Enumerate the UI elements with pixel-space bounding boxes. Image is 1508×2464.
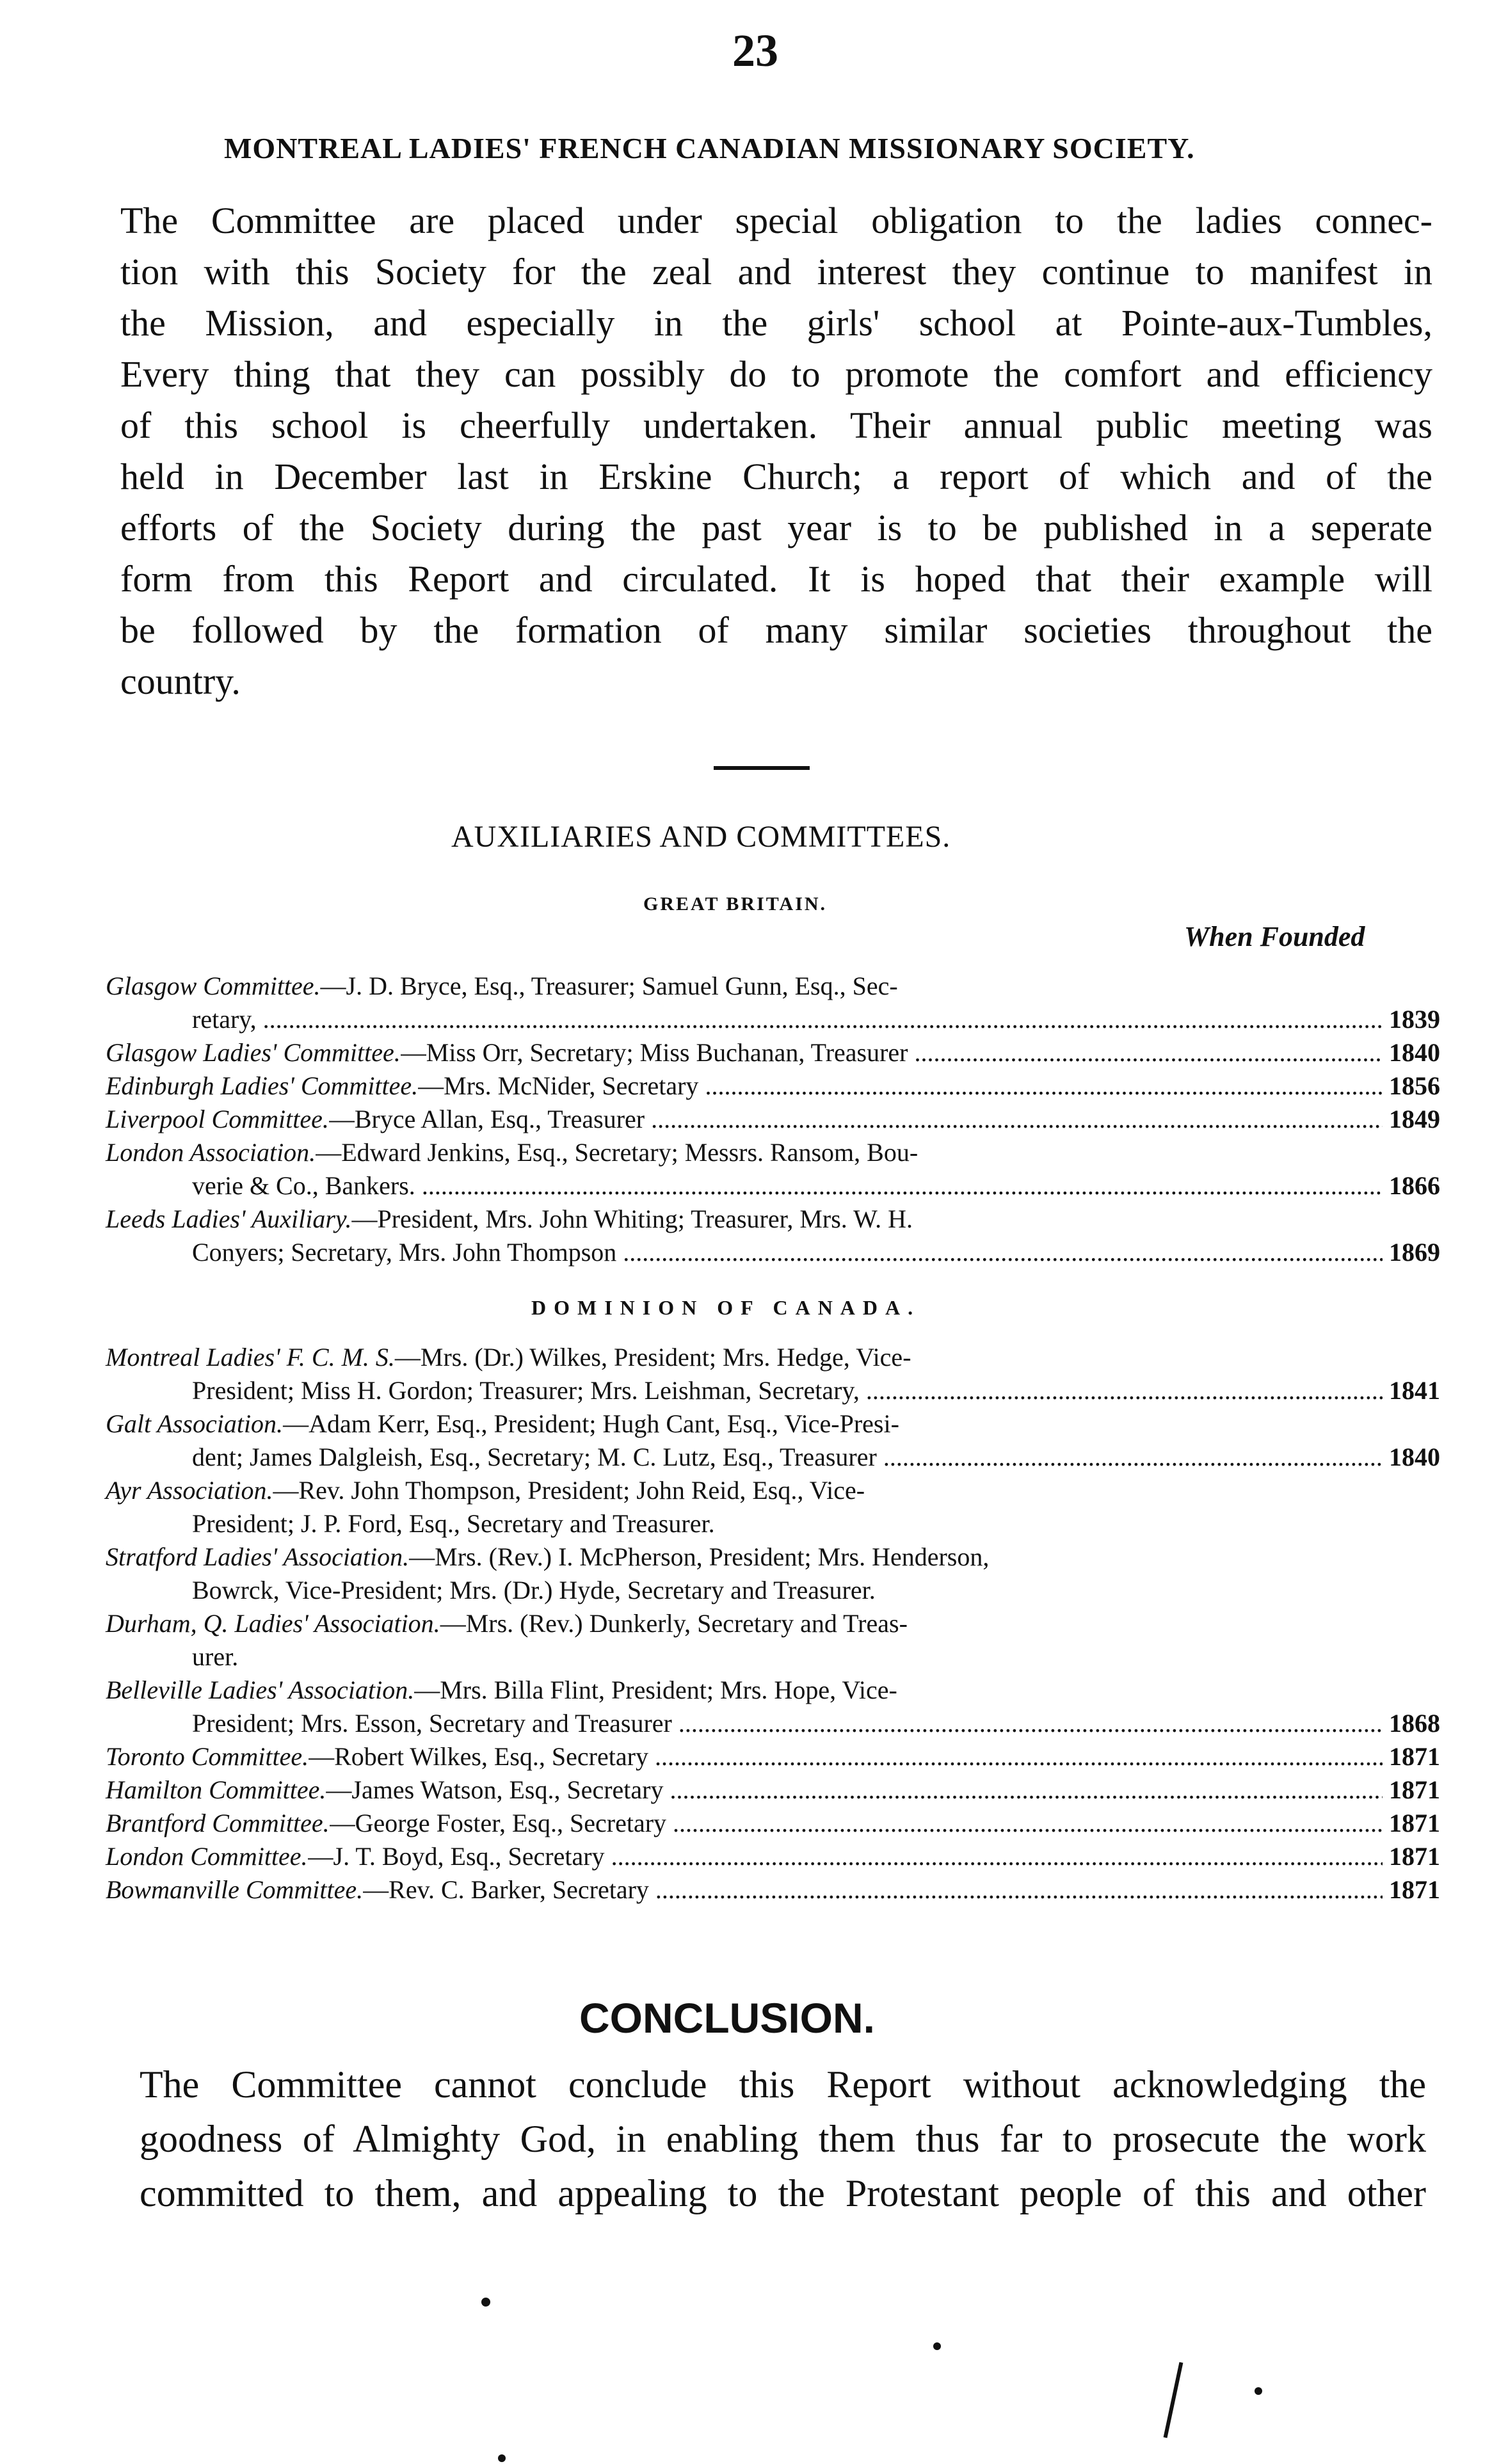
- paragraph-line: tion with this Society for the zeal and interest they continue to manifest in: [120, 251, 1432, 292]
- conclusion-heading: CONCLUSION.: [579, 1994, 875, 2042]
- founded-year: 1871: [1389, 1775, 1440, 1804]
- founded-year: 1840: [1389, 1443, 1440, 1471]
- entry-text: —Miss Orr, Secretary; Miss Buchanan, Treasurer .....: [401, 1036, 1383, 1069]
- founded-year: 1866: [1389, 1171, 1440, 1200]
- paragraph-line: The Committee cannot conclude this Report without acknowledging the: [140, 2063, 1426, 2106]
- founded-year: 1849: [1389, 1105, 1440, 1133]
- organization-name: Hamilton Committee.: [106, 1775, 326, 1804]
- list-item: [106, 1540, 1440, 1574]
- entry-text: —Edward Jenkins, Esq., Secretary; Messrs. Ransom, Bou-: [316, 1138, 918, 1167]
- entry-text: —Mrs. McNider, Secretary .....: [418, 1069, 1383, 1103]
- section-divider: [714, 766, 810, 770]
- list-item-continuation: [106, 1507, 1440, 1540]
- entry-text: President; Miss H. Gordon; Treasurer; Mrs. Leishman, Secretary, .....: [192, 1374, 1383, 1407]
- list-item: [106, 1773, 1440, 1807]
- great-britain-list: [106, 970, 1440, 1269]
- founded-year: 1871: [1389, 1809, 1440, 1837]
- organization-name: Bowmanville Committee.: [106, 1875, 364, 1904]
- scan-stroke: [1164, 2362, 1183, 2438]
- auxiliaries-heading: AUXILIARIES AND COMMITTEES.: [451, 820, 951, 854]
- founded-year: 1856: [1389, 1071, 1440, 1100]
- scan-speck: [1255, 2387, 1262, 2395]
- founded-year: 1871: [1389, 1842, 1440, 1871]
- entry-text: —Rev. C. Barker, Secretary .....: [363, 1873, 1383, 1907]
- organization-name: London Committee.: [106, 1842, 308, 1871]
- organization-name: Edinburgh Ladies' Committee.: [106, 1071, 419, 1100]
- list-item-continuation: [106, 1236, 1440, 1269]
- list-item-continuation: [106, 1640, 1440, 1674]
- entry-text: urer.: [192, 1642, 239, 1671]
- scan-speck: [933, 2342, 941, 2350]
- founded-year: 1868: [1389, 1709, 1440, 1738]
- entry-text: —Rev. John Thompson, President; John Reid, Esq., Vice-: [273, 1476, 865, 1505]
- entry-text: —Mrs. Billa Flint, President; Mrs. Hope, Vice-: [414, 1676, 897, 1704]
- organization-name: Glasgow Committee.: [106, 972, 321, 1000]
- list-item: [106, 1807, 1440, 1840]
- list-item: [106, 1407, 1440, 1441]
- entry-text: —President, Mrs. John Whiting; Treasurer, Mrs. W. H.: [351, 1204, 913, 1233]
- paragraph-line: goodness of Almighty God, in enabling them thus far to prosecute the work: [140, 2118, 1426, 2160]
- list-item-continuation: [106, 1707, 1440, 1740]
- list-item-continuation: [106, 1003, 1440, 1036]
- founded-year: 1871: [1389, 1875, 1440, 1904]
- founded-year: 1869: [1389, 1238, 1440, 1267]
- paragraph-line: of this school is cheerfully undertaken. Their annual public meeting was: [120, 404, 1432, 446]
- entry-text: —Mrs. (Rev.) I. McPherson, President; Mrs. Henderson,: [409, 1542, 990, 1571]
- list-item: [106, 1474, 1440, 1507]
- list-item: [106, 1873, 1440, 1907]
- organization-name: Stratford Ladies' Association.: [106, 1542, 410, 1571]
- entry-text: —Robert Wilkes, Esq., Secretary .....: [309, 1740, 1383, 1773]
- founded-year: 1840: [1389, 1038, 1440, 1067]
- entry-text: Conyers; Secretary, Mrs. John Thompson .....: [192, 1236, 1383, 1269]
- list-item: [106, 1607, 1440, 1640]
- list-item: [106, 970, 1440, 1003]
- list-item: [106, 1341, 1440, 1374]
- entry-text: —J. D. Bryce, Esq., Treasurer; Samuel Gunn, Esq., Sec-: [320, 972, 898, 1000]
- intro-paragraph: [120, 195, 1432, 707]
- paragraph-line: held in December last in Erskine Church; a report of which and of the: [120, 456, 1432, 497]
- list-item-continuation: [106, 1169, 1440, 1203]
- dominion-of-canada-heading: DOMINION OF CANADA.: [531, 1296, 921, 1319]
- paragraph-line: form from this Report and circulated. It is hoped that their example will: [120, 558, 1432, 600]
- organization-name: Durham, Q. Ladies' Association.: [106, 1609, 440, 1638]
- organization-name: Montreal Ladies' F. C. M. S.: [106, 1343, 395, 1372]
- paragraph-line: The Committee are placed under special obligation to the ladies connec-: [120, 200, 1432, 241]
- organization-name: Ayr Association.: [106, 1476, 273, 1505]
- organization-name: Glasgow Ladies' Committee.: [106, 1038, 401, 1067]
- list-item: [106, 1136, 1440, 1169]
- entry-text: —Mrs. (Dr.) Wilkes, President; Mrs. Hedge, Vice-: [394, 1343, 911, 1372]
- organization-name: Belleville Ladies' Association.: [106, 1676, 415, 1704]
- entry-text: —Bryce Allan, Esq., Treasurer .....: [329, 1103, 1383, 1136]
- organization-name: Galt Association.: [106, 1409, 284, 1438]
- paragraph-line: country.: [120, 660, 241, 702]
- organization-name: London Association.: [106, 1138, 316, 1167]
- list-item-continuation: [106, 1374, 1440, 1407]
- conclusion-paragraph: [140, 2058, 1426, 2221]
- paragraph-line: committed to them, and appealing to the Protestant people of this and other: [140, 2172, 1426, 2214]
- entry-text: —Adam Kerr, Esq., President; Hugh Cant, Esq., Vice-Presi-: [283, 1409, 899, 1438]
- section-heading-montreal-ladies: MONTREAL LADIES' FRENCH CANADIAN MISSIONARY SOCIETY.: [224, 132, 1195, 164]
- organization-name: Liverpool Committee.: [106, 1105, 329, 1133]
- entry-text: —J. T. Boyd, Esq., Secretary .....: [308, 1840, 1383, 1873]
- page-number: 23: [732, 25, 778, 76]
- organization-name: Leeds Ladies' Auxiliary.: [106, 1204, 352, 1233]
- scan-speck: [498, 2454, 506, 2462]
- entry-text: —James Watson, Esq., Secretary .....: [326, 1773, 1383, 1807]
- list-item: [106, 1036, 1440, 1069]
- organization-name: Toronto Committee.: [106, 1742, 309, 1771]
- list-item: [106, 1840, 1440, 1873]
- paragraph-line: be followed by the formation of many similar societies throughout the: [120, 609, 1432, 651]
- entry-text: —George Foster, Esq., Secretary .....: [330, 1807, 1383, 1840]
- list-item-continuation: [106, 1574, 1440, 1607]
- paragraph-line: Every thing that they can possibly do to promote the comfort and efficiency: [120, 353, 1432, 395]
- founded-year: 1839: [1389, 1005, 1440, 1034]
- founded-year: 1871: [1389, 1742, 1440, 1771]
- entry-text: —Mrs. (Rev.) Dunkerly, Secretary and Treas-: [440, 1609, 908, 1638]
- entry-text: dent; James Dalgleish, Esq., Secretary; M. C. Lutz, Esq., Treasurer .....: [192, 1441, 1383, 1474]
- dominion-list: [106, 1341, 1440, 1907]
- scan-speck: [481, 2298, 490, 2307]
- list-item: [106, 1103, 1440, 1136]
- entry-text: Bowrck, Vice-President; Mrs. (Dr.) Hyde, Secretary and Treasurer.: [192, 1576, 876, 1604]
- great-britain-heading: GREAT BRITAIN.: [643, 893, 828, 915]
- list-item: [106, 1740, 1440, 1773]
- organization-name: Brantford Committee.: [106, 1809, 330, 1837]
- when-founded-column-header: When Founded: [1184, 921, 1365, 952]
- list-item: [106, 1069, 1440, 1103]
- entry-text: verie & Co., Bankers. .....: [192, 1169, 1383, 1203]
- paragraph-line: efforts of the Society during the past year is to be published in a seperate: [120, 507, 1432, 548]
- founded-year: 1841: [1389, 1376, 1440, 1405]
- entry-text: President; Mrs. Esson, Secretary and Treasurer .....: [192, 1707, 1383, 1740]
- list-item: [106, 1674, 1440, 1707]
- paragraph-line: the Mission, and especially in the girls' school at Pointe-aux-Tumbles,: [120, 302, 1432, 344]
- entry-text: retary, .....: [192, 1003, 1383, 1036]
- list-item-continuation: [106, 1441, 1440, 1474]
- entry-text: President; J. P. Ford, Esq., Secretary and Treasurer.: [192, 1509, 715, 1538]
- list-item: [106, 1203, 1440, 1236]
